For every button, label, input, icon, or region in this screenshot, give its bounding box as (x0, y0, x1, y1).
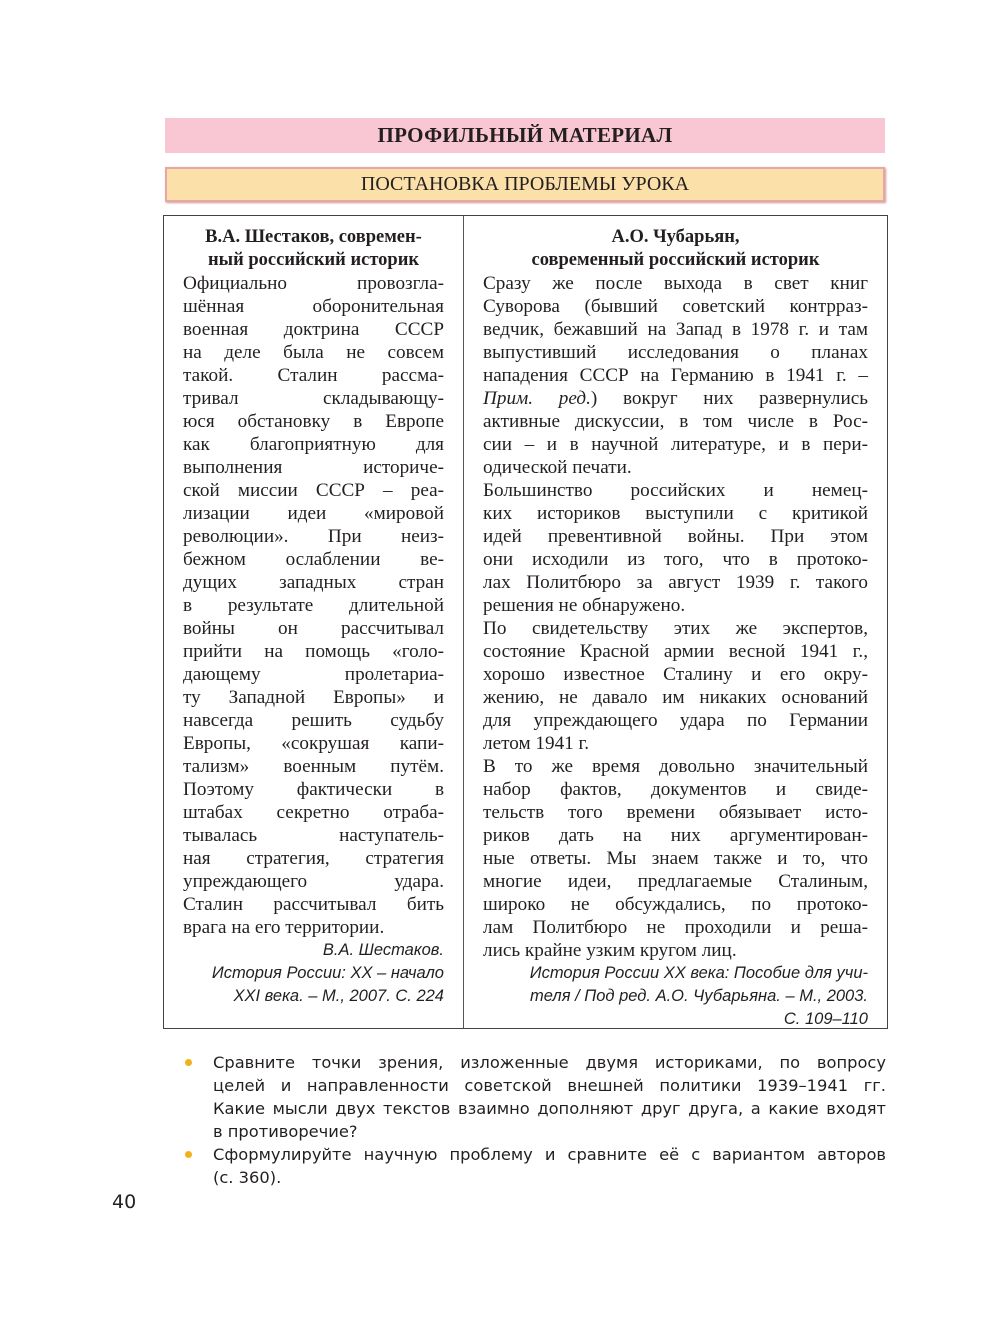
text-line: революции». При неиз- (183, 526, 444, 547)
text-line: тривал складывающу- (183, 388, 444, 409)
text-line: в результате длительной (183, 595, 444, 616)
text-line: упреждающего удара. (183, 871, 444, 892)
text-line: жению, не давало им никаких оснований (483, 687, 868, 708)
text-line: летом 1941 г. (483, 733, 590, 754)
text-line: ской миссии СССР – реа- (183, 480, 444, 501)
paragraph (483, 617, 868, 755)
text-line: Сразу же после выхода в свет книг (483, 273, 868, 294)
lesson-problem-banner: ПОСТАНОВКА ПРОБЛЕМЫ УРОКА (165, 167, 885, 202)
paragraph (183, 272, 444, 939)
text-line: дущих западных стран (183, 572, 444, 593)
question-line: в противоречие? (213, 1122, 358, 1141)
questions-list (213, 1051, 886, 1189)
text-line: хорошо известное Сталину и его окру- (483, 664, 868, 685)
column-heading (483, 226, 868, 272)
editor-note: Прим. ред. (483, 388, 591, 409)
text-line: широко не обсуждались, по протоко- (483, 894, 868, 915)
text-line: идей превентивной войны. При этом (483, 526, 868, 547)
text-line: дающему пролетариа- (183, 664, 444, 685)
profile-material-banner: ПРОФИЛЬНЫЙ МАТЕРИАЛ (165, 118, 885, 153)
text-line: войны он рассчитывал (183, 618, 444, 639)
text-line: они исходили из того, что в протоко- (483, 549, 868, 570)
text-line (483, 387, 868, 410)
column-heading (183, 226, 444, 272)
text-line: ные ответы. Мы знаем также и то, что (483, 848, 868, 869)
text-line: лись крайне узким кругом лиц. (483, 940, 737, 961)
text-line: ведчик, бежавший на Запад в 1978 г. и там (483, 319, 868, 340)
text-line: тализм» военным путём. (183, 756, 444, 777)
left-column-shestakov (183, 226, 444, 1008)
heading-line: ный российский историк (207, 250, 420, 270)
page-number: 40 (112, 1191, 137, 1213)
text-line: По свидетельству этих же экспертов, (483, 618, 868, 639)
text-line: как благоприятную для (183, 434, 444, 455)
question-line: целей и направленности советской внешней политики 1939–1941 гг. (213, 1076, 886, 1095)
question-item (213, 1143, 886, 1189)
text-line: такой. Сталин рассма- (183, 365, 444, 386)
text-line: штабах секретно отраба- (183, 802, 444, 823)
text-line: ту Западной Европы» и (183, 687, 444, 708)
text-line: шённая оборонительная (183, 296, 444, 317)
text-line: сии – и в научной литературе, и в пери- (483, 434, 868, 455)
text-line: Официально провозгла- (183, 273, 444, 294)
text-line: выпустивший исследования о планах (483, 342, 868, 363)
text-line: тельств того времени обязывает исто- (483, 802, 868, 823)
text-line: состояние Красной армии весной 1941 г., (483, 641, 868, 662)
text-line: юся обстановку в Европе (183, 411, 444, 432)
text-line: риков дать на них аргументирован- (483, 825, 868, 846)
citation-line: История России: XX – начало (211, 964, 444, 982)
paragraph (483, 479, 868, 617)
text-line: бежном ослаблении ве- (183, 549, 444, 570)
source-citation (183, 939, 444, 1008)
text-line: одической печати. (483, 457, 632, 478)
paragraph (483, 272, 868, 479)
text-line: Суворова (бывший советский контрраз- (483, 296, 868, 317)
text-line: Большинство российских и немец- (483, 480, 868, 501)
text-line: Поэтому фактически в (183, 779, 444, 800)
text-line: В то же время довольно значительный (483, 756, 868, 777)
text-line: военная доктрина СССР (183, 319, 444, 340)
text-line: активные дискуссии, в том числе в Рос- (483, 411, 868, 432)
quotes-table (163, 215, 888, 1029)
source-citation (483, 962, 868, 1031)
citation-line: С. 109–110 (783, 1010, 868, 1028)
column-divider (463, 216, 464, 1028)
paragraph (483, 755, 868, 962)
heading-line: А.О. Чубарьян, (611, 227, 740, 247)
text-line: лизации идеи «мировой (183, 503, 444, 524)
bullet-icon (185, 1059, 192, 1066)
question-line: Какие мысли двух текстов взаимно дополняют друг друга, а какие входят (213, 1099, 886, 1118)
bullet-icon (185, 1151, 192, 1158)
text-line: прийти на помощь «голо- (183, 641, 444, 662)
citation-line: В.А. Шестаков. (322, 941, 444, 959)
text-line: навсегда решить судьбу (183, 710, 444, 731)
question-line: (с. 360). (213, 1168, 282, 1187)
text-line: врага на его территории. (183, 917, 385, 938)
text-line: ких историков выступили с критикой (483, 503, 868, 524)
citation-line: XXI века. – М., 2007. С. 224 (233, 987, 444, 1005)
text-line: многие идеи, предлагаемые Сталиным, (483, 871, 868, 892)
text: ) вокруг них развернулись (590, 388, 868, 409)
question-line: Сравните точки зрения, изложенные двумя историками, по вопросу (213, 1053, 886, 1072)
text-line: на деле была не совсем (183, 342, 444, 363)
text-line: ная стратегия, стратегия (183, 848, 444, 869)
question-line: Сформулируйте научную проблему и сравните её с вариантом авторов (213, 1145, 886, 1164)
text-line: лам Политбюро не проходили и реша- (483, 917, 868, 938)
text-line: нападения СССР на Германию в 1941 г. – (483, 365, 868, 386)
text-line: Европы, «сокрушая капи- (183, 733, 444, 754)
heading-line: В.А. Шестаков, современ- (205, 227, 422, 247)
text-line: набор фактов, документов и свиде- (483, 779, 868, 800)
question-item (213, 1051, 886, 1143)
text-line: Сталин рассчитывал бить (183, 894, 444, 915)
text-line: выполнения историче- (183, 457, 444, 478)
text-line: лах Политбюро за август 1939 г. такого (483, 572, 868, 593)
text-line: решения не обнаружено. (483, 595, 686, 616)
right-column-chubaryan (483, 226, 868, 1031)
text-line: для упреждающего удара по Германии (483, 710, 868, 731)
citation-line: теля / Под ред. А.О. Чубарьяна. – М., 2003. (530, 987, 868, 1005)
text-line: тывалась наступатель- (183, 825, 444, 846)
heading-line: современный российский историк (531, 250, 820, 270)
citation-line: История России XX века: Пособие для учи- (529, 964, 868, 982)
